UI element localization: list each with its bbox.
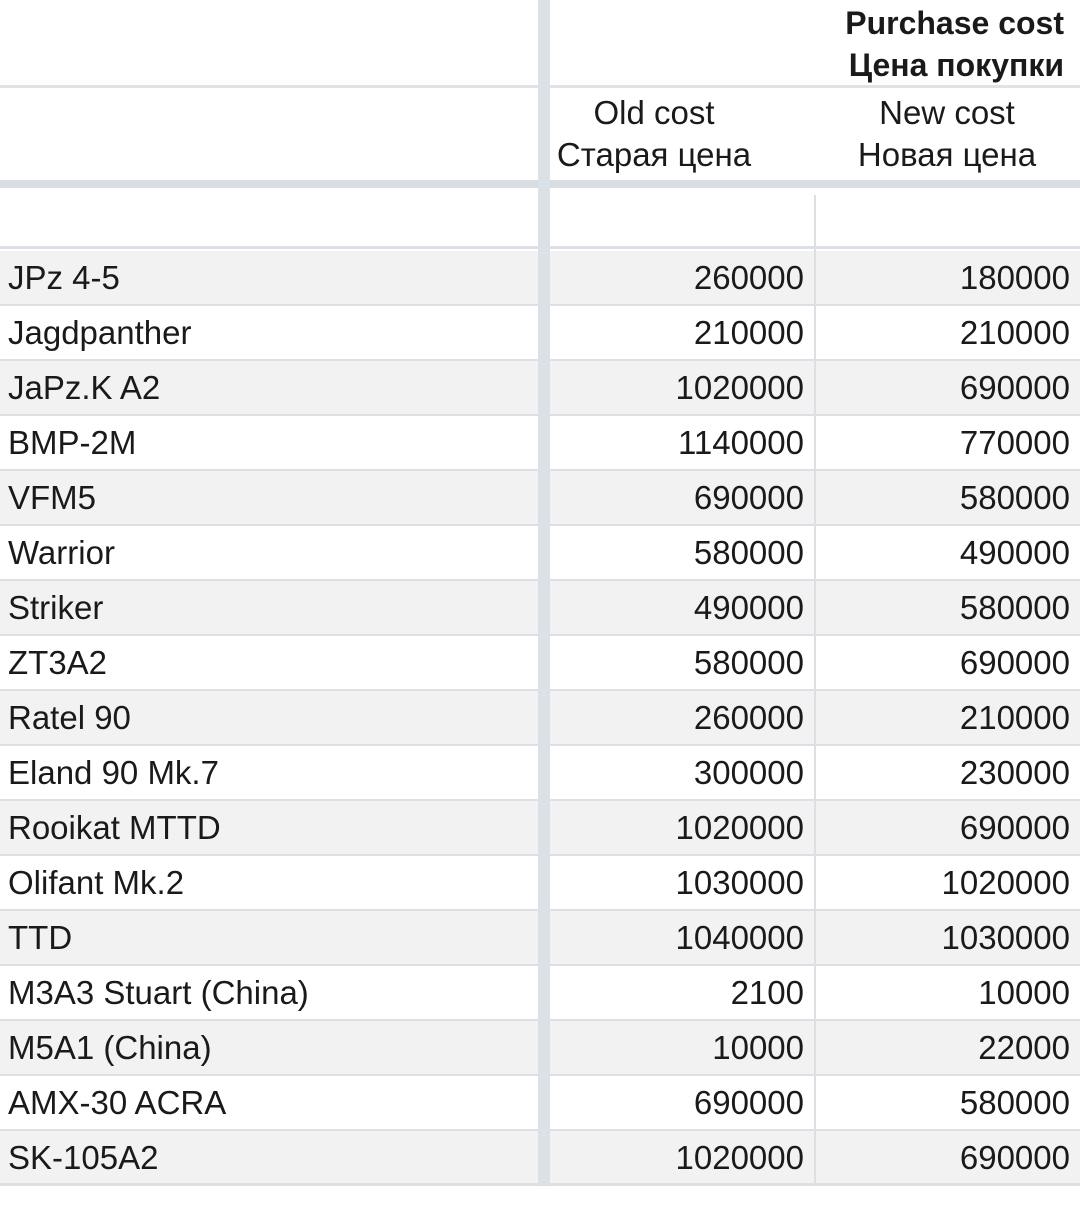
vehicle-name: Striker <box>8 588 104 626</box>
column-divider-thin <box>814 195 816 1185</box>
old-cost-value: 1140000 <box>677 423 804 461</box>
old-cost-value: 1020000 <box>675 1138 804 1176</box>
purchase-cost-header <box>816 0 1064 88</box>
vehicle-name: AMX-30 ACRA <box>8 1083 227 1121</box>
new-cost-value: 22000 <box>978 1028 1070 1066</box>
new-cost-value: 580000 <box>959 1083 1070 1121</box>
old-cost-value: 690000 <box>693 1083 804 1121</box>
new-cost-label-ru: Новая цена <box>857 136 1037 173</box>
vehicle-name: Eland 90 Mk.7 <box>8 753 219 791</box>
old-cost-value: 1030000 <box>675 863 804 901</box>
vehicle-name: JPz 4-5 <box>8 258 120 296</box>
vehicle-name: M3A3 Stuart (China) <box>8 973 309 1011</box>
new-cost-value: 690000 <box>959 808 1070 846</box>
old-cost-value: 580000 <box>693 533 804 571</box>
column-divider-thick <box>538 0 550 1185</box>
new-cost-value: 10000 <box>978 973 1070 1011</box>
old-cost-value: 210000 <box>693 313 804 351</box>
vehicle-name: Olifant Mk.2 <box>8 863 185 901</box>
new-cost-value: 210000 <box>959 313 1070 351</box>
vehicle-name: SK-105A2 <box>8 1138 159 1176</box>
new-cost-value: 1030000 <box>941 918 1070 956</box>
old-cost-value: 1020000 <box>675 808 804 846</box>
new-cost-value: 690000 <box>959 643 1070 681</box>
old-cost-value: 260000 <box>693 698 804 736</box>
new-cost-header <box>816 88 1078 180</box>
new-cost-value: 1020000 <box>941 863 1070 901</box>
new-cost-label-en: New cost <box>879 94 1015 131</box>
vehicle-name: Rooikat MTTD <box>8 808 221 846</box>
old-cost-value: 2100 <box>730 973 804 1011</box>
old-cost-value: 260000 <box>693 258 804 296</box>
old-cost-value: 490000 <box>693 588 804 626</box>
vehicle-name: TTD <box>8 918 73 956</box>
vehicle-name: BMP-2M <box>8 423 137 461</box>
vehicle-name: M5A1 (China) <box>8 1028 212 1066</box>
old-cost-value: 690000 <box>693 478 804 516</box>
old-cost-value: 1040000 <box>675 918 804 956</box>
vehicle-name: Jagdpanther <box>8 313 192 351</box>
vehicle-name: Ratel 90 <box>8 698 131 736</box>
old-cost-value: 1020000 <box>675 368 804 406</box>
old-cost-label-en: Old cost <box>593 94 715 131</box>
old-cost-value: 580000 <box>693 643 804 681</box>
new-cost-value: 490000 <box>959 533 1070 571</box>
new-cost-value: 580000 <box>959 588 1070 626</box>
new-cost-value: 230000 <box>959 753 1070 791</box>
vehicle-name: VFM5 <box>8 478 97 516</box>
new-cost-value: 770000 <box>959 423 1070 461</box>
vehicle-name: ZT3A2 <box>8 643 108 681</box>
old-cost-label-ru: Старая цена <box>556 136 752 173</box>
vehicle-name: JaPz.K A2 <box>8 368 161 406</box>
new-cost-value: 580000 <box>959 478 1070 516</box>
new-cost-value: 210000 <box>959 698 1070 736</box>
old-cost-header <box>550 88 758 180</box>
purchase-cost-title-ru: Цена покупки <box>848 47 1064 83</box>
new-cost-value: 180000 <box>959 258 1070 296</box>
vehicle-name: Warrior <box>8 533 115 571</box>
purchase-cost-title-en: Purchase cost <box>845 5 1064 41</box>
old-cost-value: 300000 <box>693 753 804 791</box>
new-cost-value: 690000 <box>959 368 1070 406</box>
old-cost-value: 10000 <box>712 1028 804 1066</box>
new-cost-value: 690000 <box>959 1138 1070 1176</box>
